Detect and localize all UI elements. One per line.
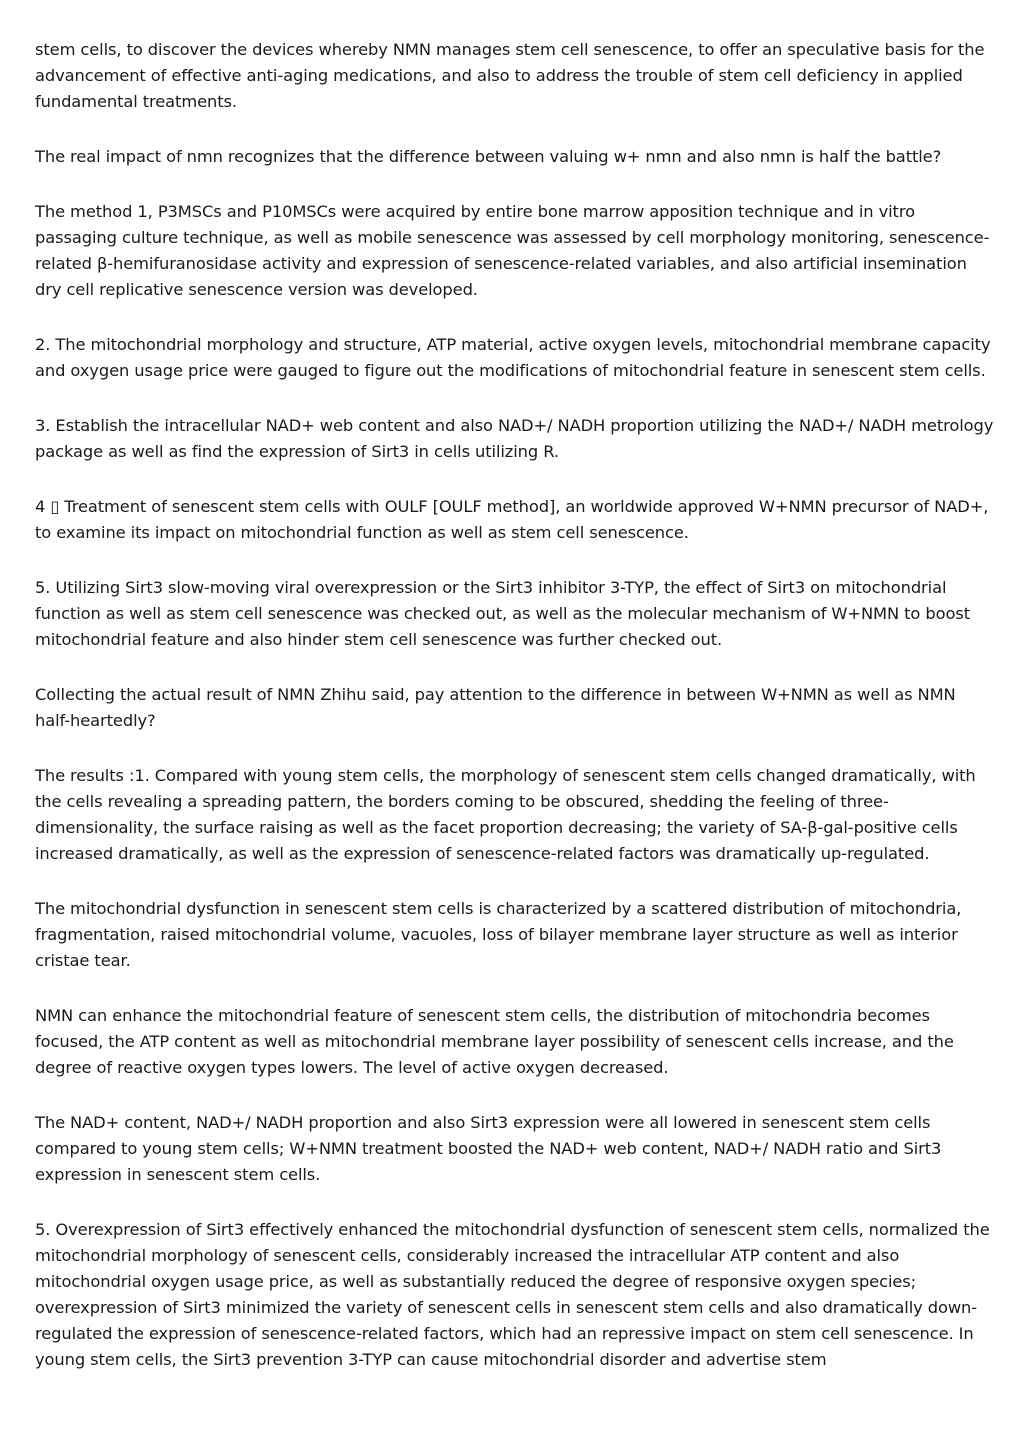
paragraph: The method 1, P3MSCs and P10MSCs were acquired by entire bone marrow apposition technique and in vitro passaging culture technique, as well as mobile senescence was assessed by cell morphology monitoring, senescence-related β-hemifuranosidase activity and expression of senescence-related variables, and also artificial insemination dry cell replicative senescence version was developed.	[35, 202, 990, 299]
paragraph: 2. The mitochondrial morphology and structure, ATP material, active oxygen levels, mitochondrial membrane capacity and oxygen usage price were gauged to figure out the modifications of mitochondrial feature in senescent stem cells.	[35, 335, 991, 380]
paragraph: The results :1. Compared with young stem cells, the morphology of senescent stem cells changed dramatically, with the cells revealing a spreading pattern, the borders coming to be obscured, shedding the feeling of three-dimensionality, the surface raising as well as the facet proportion decreasing; the variety of SA-β-gal-positive cells increased dramatically, as well as the expression of senescence-related factors was dramatically up-regulated.	[35, 766, 976, 863]
paragraph: The real impact of nmn recognizes that the difference between valuing w+ nmn and also nmn is half the battle?	[35, 147, 942, 166]
paragraph: 5. Utilizing Sirt3 slow-moving viral overexpression or the Sirt3 inhibitor 3-TYP, the effect of Sirt3 on mitochondrial function as well as stem cell senescence was checked out, as well as the molecular mechanism of W+NMN to boost mitochondrial feature and also hinder stem cell senescence was further checked out.	[35, 578, 970, 649]
paragraph: The mitochondrial dysfunction in senescent stem cells is characterized by a scattered distribution of mitochondria, fragmentation, raised mitochondrial volume, vacuoles, loss of bilayer membrane layer structure as well as interior cristae tear.	[35, 899, 962, 970]
paragraph: The NAD+ content, NAD+/ NADH proportion and also Sirt3 expression were all lowered in senescent stem cells compared to young stem cells; W+NMN treatment boosted the NAD+ web content, NAD+/ NADH ratio and Sirt3 expression in senescent stem cells.	[35, 1113, 942, 1184]
paragraph: stem cells, to discover the devices whereby NMN manages stem cell senescence, to offer an speculative basis for the advancement of effective anti-aging medications, and also to address the trouble of stem cell deficiency in applied fundamental treatments.	[35, 40, 985, 111]
paragraph: 3. Establish the intracellular NAD+ web content and also NAD+/ NADH proportion utilizing the NAD+/ NADH metrology package as well as find the expression of Sirt3 in cells utilizing R.	[35, 416, 994, 461]
paragraph: 5. Overexpression of Sirt3 effectively enhanced the mitochondrial dysfunction of senescent stem cells, normalized the mitochondrial morphology of senescent cells, considerably increased the intracellular ATP content and also mitochondrial oxygen usage price, as well as substantially reduced the degree of responsive oxygen species; overexpression of Sirt3 minimized the variety of senescent cells in senescent stem cells and also dramatically down-regulated the expression of senescence-related factors, which had an repressive impact on stem cell senescence. In young stem cells, the Sirt3 prevention 3-TYP can cause mitochondrial disorder and advertise stem	[35, 1220, 990, 1369]
paragraph: NMN can enhance the mitochondrial feature of senescent stem cells, the distribution of mitochondria becomes focused, the ATP content as well as mitochondrial membrane layer possibility of senescent cells increase, and the degree of reactive oxygen types lowers. The level of active oxygen decreased.	[35, 1006, 954, 1077]
paragraph: Collecting the actual result of NMN Zhihu said, pay attention to the difference in between W+NMN as well as NMN half-heartedly?	[35, 685, 956, 730]
document-body	[35, 37, 995, 1402]
paragraph: 4 ▯ Treatment of senescent stem cells with OULF [OULF method], an worldwide approved W+NMN precursor of NAD+, to examine its impact on mitochondrial function as well as stem cell senescence.	[35, 497, 989, 542]
